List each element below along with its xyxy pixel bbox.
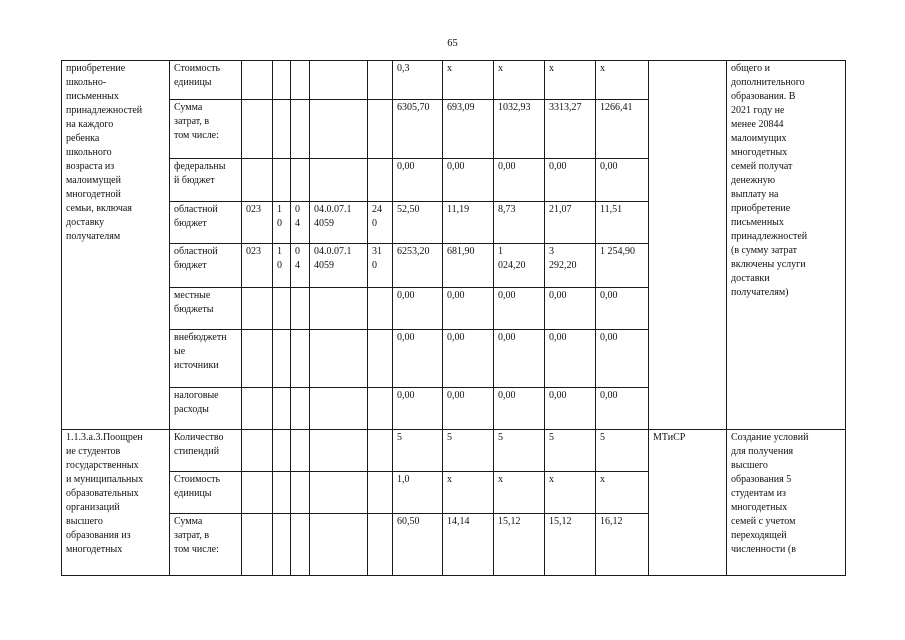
year-2024-cell: 11,51 bbox=[596, 202, 649, 244]
csr-cell bbox=[310, 100, 368, 159]
year-2023-cell: 5 bbox=[545, 430, 596, 472]
year-2021-cell: 14,14 bbox=[443, 514, 494, 576]
year-2022-cell: 0,00 bbox=[494, 330, 545, 388]
vr-cell: 31 0 bbox=[368, 244, 393, 288]
year-2024-cell: х bbox=[596, 472, 649, 514]
rz-cell bbox=[273, 472, 291, 514]
total-cell: 6253,20 bbox=[393, 244, 443, 288]
pr-cell bbox=[291, 100, 310, 159]
vr-cell bbox=[368, 100, 393, 159]
measure-name-cell: 1.1.3.а.3.Поощрен ие студентов государственных и муниципальных образовательных организаций высшего образования из многодетных bbox=[62, 430, 170, 576]
budget-table bbox=[61, 60, 846, 576]
indicator-cell: областной бюджет bbox=[170, 244, 242, 288]
vr-cell: 24 0 bbox=[368, 202, 393, 244]
csr-cell bbox=[310, 514, 368, 576]
year-2021-cell: 0,00 bbox=[443, 388, 494, 430]
year-2023-cell: 0,00 bbox=[545, 288, 596, 330]
csr-cell: 04.0.07.1 4059 bbox=[310, 202, 368, 244]
rz-cell bbox=[273, 100, 291, 159]
year-2021-cell: 681,90 bbox=[443, 244, 494, 288]
vr-cell bbox=[368, 61, 393, 100]
indicator-cell: Сумма затрат, в том числе: bbox=[170, 514, 242, 576]
vr-cell bbox=[368, 514, 393, 576]
csr-cell bbox=[310, 159, 368, 202]
year-2023-cell: 3313,27 bbox=[545, 100, 596, 159]
rz-cell bbox=[273, 61, 291, 100]
year-2022-cell: 1032,93 bbox=[494, 100, 545, 159]
page-number: 65 bbox=[447, 38, 458, 49]
table-row bbox=[62, 430, 846, 472]
csr-cell bbox=[310, 430, 368, 472]
pr-cell bbox=[291, 288, 310, 330]
pr-cell bbox=[291, 472, 310, 514]
pr-cell bbox=[291, 330, 310, 388]
indicator-cell: налоговые расходы bbox=[170, 388, 242, 430]
year-2024-cell: 16,12 bbox=[596, 514, 649, 576]
year-2024-cell: х bbox=[596, 61, 649, 100]
grbs-cell bbox=[242, 388, 273, 430]
grbs-cell: 023 bbox=[242, 202, 273, 244]
year-2024-cell: 1 254,90 bbox=[596, 244, 649, 288]
rz-cell bbox=[273, 388, 291, 430]
vr-cell bbox=[368, 159, 393, 202]
year-2024-cell: 5 bbox=[596, 430, 649, 472]
table-row bbox=[62, 61, 846, 100]
result-cell: Создание условий для получения высшего образования 5 студентам из многодетных семей с учетом переходящей численности (в bbox=[727, 430, 846, 576]
year-2022-cell: 0,00 bbox=[494, 159, 545, 202]
vr-cell bbox=[368, 388, 393, 430]
rz-cell: 1 0 bbox=[273, 202, 291, 244]
rz-cell bbox=[273, 288, 291, 330]
vr-cell bbox=[368, 472, 393, 514]
year-2023-cell: 21,07 bbox=[545, 202, 596, 244]
year-2024-cell: 1266,41 bbox=[596, 100, 649, 159]
total-cell: 1,0 bbox=[393, 472, 443, 514]
pr-cell bbox=[291, 514, 310, 576]
indicator-cell: Сумма затрат, в том числе: bbox=[170, 100, 242, 159]
rz-cell: 1 0 bbox=[273, 244, 291, 288]
executor-cell: МТиСР bbox=[649, 430, 727, 576]
year-2023-cell: х bbox=[545, 61, 596, 100]
year-2024-cell: 0,00 bbox=[596, 159, 649, 202]
total-cell: 0,00 bbox=[393, 288, 443, 330]
indicator-cell: Стоимость единицы bbox=[170, 61, 242, 100]
vr-cell bbox=[368, 430, 393, 472]
grbs-cell bbox=[242, 472, 273, 514]
result-cell: общего и дополнительного образования. В 2021 году не менее 20844 малоимущих многодетных семей получат денежную выплату на приобретение письменных принадлежностей (в сумму затрат включены услуги доставки получателям) bbox=[727, 61, 846, 430]
total-cell: 0,00 bbox=[393, 159, 443, 202]
grbs-cell: 023 bbox=[242, 244, 273, 288]
total-cell: 5 bbox=[393, 430, 443, 472]
total-cell: 0,00 bbox=[393, 388, 443, 430]
year-2021-cell: 0,00 bbox=[443, 288, 494, 330]
indicator-cell: областной бюджет bbox=[170, 202, 242, 244]
pr-cell: 0 4 bbox=[291, 244, 310, 288]
vr-cell bbox=[368, 288, 393, 330]
year-2022-cell: 1 024,20 bbox=[494, 244, 545, 288]
year-2024-cell: 0,00 bbox=[596, 288, 649, 330]
year-2021-cell: 0,00 bbox=[443, 159, 494, 202]
total-cell: 0,00 bbox=[393, 330, 443, 388]
indicator-cell: внебюджетн ые источники bbox=[170, 330, 242, 388]
year-2021-cell: х bbox=[443, 472, 494, 514]
indicator-cell: местные бюджеты bbox=[170, 288, 242, 330]
csr-cell bbox=[310, 61, 368, 100]
year-2023-cell: х bbox=[545, 472, 596, 514]
year-2022-cell: 0,00 bbox=[494, 288, 545, 330]
year-2021-cell: 5 bbox=[443, 430, 494, 472]
executor-cell bbox=[649, 61, 727, 430]
year-2021-cell: х bbox=[443, 61, 494, 100]
indicator-cell: федеральны й бюджет bbox=[170, 159, 242, 202]
year-2023-cell: 15,12 bbox=[545, 514, 596, 576]
year-2021-cell: 693,09 bbox=[443, 100, 494, 159]
year-2022-cell: х bbox=[494, 61, 545, 100]
total-cell: 0,3 bbox=[393, 61, 443, 100]
year-2023-cell: 0,00 bbox=[545, 330, 596, 388]
csr-cell: 04.0.07.1 4059 bbox=[310, 244, 368, 288]
year-2022-cell: х bbox=[494, 472, 545, 514]
pr-cell bbox=[291, 430, 310, 472]
total-cell: 60,50 bbox=[393, 514, 443, 576]
grbs-cell bbox=[242, 514, 273, 576]
pr-cell bbox=[291, 159, 310, 202]
year-2022-cell: 8,73 bbox=[494, 202, 545, 244]
csr-cell bbox=[310, 288, 368, 330]
year-2023-cell: 3 292,20 bbox=[545, 244, 596, 288]
year-2024-cell: 0,00 bbox=[596, 388, 649, 430]
indicator-cell: Стоимость единицы bbox=[170, 472, 242, 514]
year-2022-cell: 0,00 bbox=[494, 388, 545, 430]
pr-cell bbox=[291, 61, 310, 100]
csr-cell bbox=[310, 388, 368, 430]
csr-cell bbox=[310, 472, 368, 514]
grbs-cell bbox=[242, 430, 273, 472]
total-cell: 6305,70 bbox=[393, 100, 443, 159]
grbs-cell bbox=[242, 288, 273, 330]
measure-name-cell: приобретение школьно- письменных принадлежностей на каждого ребенка школьного возраста из малоимущей многодетной семьи, включая доставку получателям bbox=[62, 61, 170, 430]
total-cell: 52,50 bbox=[393, 202, 443, 244]
csr-cell bbox=[310, 330, 368, 388]
rz-cell bbox=[273, 159, 291, 202]
grbs-cell bbox=[242, 61, 273, 100]
pr-cell: 0 4 bbox=[291, 202, 310, 244]
year-2023-cell: 0,00 bbox=[545, 388, 596, 430]
grbs-cell bbox=[242, 330, 273, 388]
year-2022-cell: 5 bbox=[494, 430, 545, 472]
pr-cell bbox=[291, 388, 310, 430]
year-2021-cell: 11,19 bbox=[443, 202, 494, 244]
year-2021-cell: 0,00 bbox=[443, 330, 494, 388]
vr-cell bbox=[368, 330, 393, 388]
year-2023-cell: 0,00 bbox=[545, 159, 596, 202]
indicator-cell: Количество стипендий bbox=[170, 430, 242, 472]
grbs-cell bbox=[242, 159, 273, 202]
grbs-cell bbox=[242, 100, 273, 159]
year-2022-cell: 15,12 bbox=[494, 514, 545, 576]
year-2024-cell: 0,00 bbox=[596, 330, 649, 388]
rz-cell bbox=[273, 330, 291, 388]
rz-cell bbox=[273, 430, 291, 472]
rz-cell bbox=[273, 514, 291, 576]
